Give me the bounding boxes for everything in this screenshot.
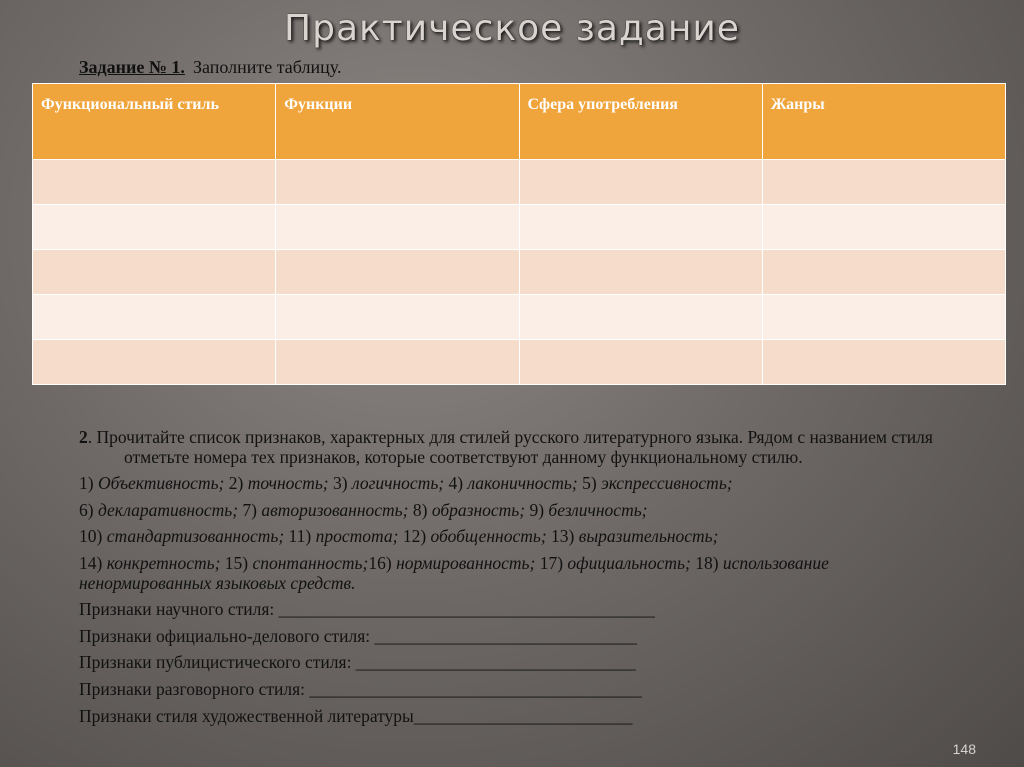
fill-in-table: [32, 83, 1006, 385]
task2-instruction: [79, 428, 959, 467]
feature-number: 4): [448, 473, 468, 494]
style-answer-line: Признаки научного стиля: ___________________________________________: [79, 599, 655, 620]
table-cell[interactable]: [519, 205, 762, 250]
header-sphere: Сфера употребления: [519, 84, 762, 160]
table-cell[interactable]: [519, 340, 762, 385]
features-list-line: [79, 474, 959, 494]
features-list-line: [79, 527, 959, 547]
slide-title: Практическое задание: [284, 8, 740, 49]
table-cell[interactable]: [762, 340, 1005, 385]
task2-text: . Прочитайте список признаков, характерных для стилей русского литературного языка. Рядом с названием стиля отметьте номера тех признаков, которые соответствуют данному функциональному стилю.: [87, 427, 933, 467]
feature-name: спонтанность;: [252, 552, 369, 573]
features-list-line: [79, 554, 959, 593]
table-cell[interactable]: [276, 295, 519, 340]
task1-heading: [79, 57, 341, 78]
style-answer-line: Признаки разговорного стиля: ______________________________________: [79, 678, 642, 699]
feature-name: авторизованность;: [261, 499, 413, 520]
feature-number: 6): [79, 499, 98, 520]
table-row: [33, 295, 1006, 340]
feature-name: стандартизованность;: [106, 526, 289, 547]
header-functions: Функции: [276, 84, 519, 160]
table-cell[interactable]: [276, 160, 519, 205]
feature-number: 11): [288, 526, 316, 547]
feature-number: 5): [582, 473, 602, 494]
table-cell[interactable]: [276, 340, 519, 385]
task2-block: [79, 428, 959, 733]
table-cell[interactable]: [762, 250, 1005, 295]
feature-name: использование ненормированных языковых средств.: [79, 552, 829, 593]
feature-name: экспрессивность;: [601, 473, 733, 494]
table-cell[interactable]: [33, 160, 276, 205]
feature-number: 14): [79, 552, 107, 573]
table-cell[interactable]: [519, 160, 762, 205]
style-answer-line: Признаки стиля художественной литературы_________________________: [79, 705, 633, 726]
table-cell[interactable]: [762, 160, 1005, 205]
feature-name: декларативность;: [97, 499, 243, 520]
feature-name: безличность;: [548, 499, 648, 520]
feature-number: 3): [333, 473, 352, 494]
task1-text: Заполните таблицу.: [192, 57, 342, 77]
feature-name: конкретность;: [106, 552, 225, 573]
feature-number: 8): [412, 499, 432, 520]
feature-name: лаконичность;: [467, 473, 583, 494]
feature-number: 16): [368, 552, 397, 573]
header-genres: Жанры: [762, 84, 1005, 160]
feature-name: логичность;: [351, 473, 449, 494]
feature-name: Объективность;: [97, 473, 229, 494]
feature-name: точность;: [247, 473, 334, 494]
features-list: [79, 474, 959, 593]
feature-number: 1): [79, 473, 98, 494]
header-style: Функциональный стиль: [33, 84, 276, 160]
feature-number: 12): [402, 526, 431, 547]
feature-number: 2): [228, 473, 248, 494]
feature-name: выразительность;: [578, 526, 719, 547]
page-number: 148: [952, 741, 976, 757]
table-cell[interactable]: [519, 250, 762, 295]
table-cell[interactable]: [33, 340, 276, 385]
table-cell[interactable]: [762, 205, 1005, 250]
feature-number: 13): [551, 526, 579, 547]
feature-number: 17): [539, 552, 568, 573]
feature-name: обобщенность;: [430, 526, 552, 547]
feature-name: простота;: [315, 526, 403, 547]
feature-name: официальность;: [567, 552, 696, 573]
task2-number: 2: [79, 427, 88, 447]
feature-name: образность;: [431, 499, 530, 520]
table-cell[interactable]: [276, 205, 519, 250]
table-cell[interactable]: [33, 295, 276, 340]
style-answer-line: Признаки публицистического стиля: ________________________________: [79, 652, 636, 673]
features-list-line: [79, 501, 959, 521]
feature-number: 10): [79, 526, 107, 547]
feature-number: 18): [695, 552, 723, 573]
feature-number: 9): [529, 499, 549, 520]
table-row: [33, 250, 1006, 295]
feature-number: 15): [224, 552, 253, 573]
feature-number: 7): [242, 499, 262, 520]
style-answer-lines: [79, 600, 959, 726]
table-row: [33, 160, 1006, 205]
task1-number: Задание № 1.: [79, 57, 185, 77]
table-cell[interactable]: [519, 295, 762, 340]
table-row: [33, 205, 1006, 250]
style-answer-line: Признаки официально-делового стиля: ______________________________: [79, 625, 638, 646]
table-cell[interactable]: [33, 250, 276, 295]
table-cell[interactable]: [276, 250, 519, 295]
table-cell[interactable]: [762, 295, 1005, 340]
table-row: [33, 340, 1006, 385]
table-header-row: [33, 84, 1006, 160]
feature-name: нормированность;: [396, 552, 540, 573]
table-cell[interactable]: [33, 205, 276, 250]
